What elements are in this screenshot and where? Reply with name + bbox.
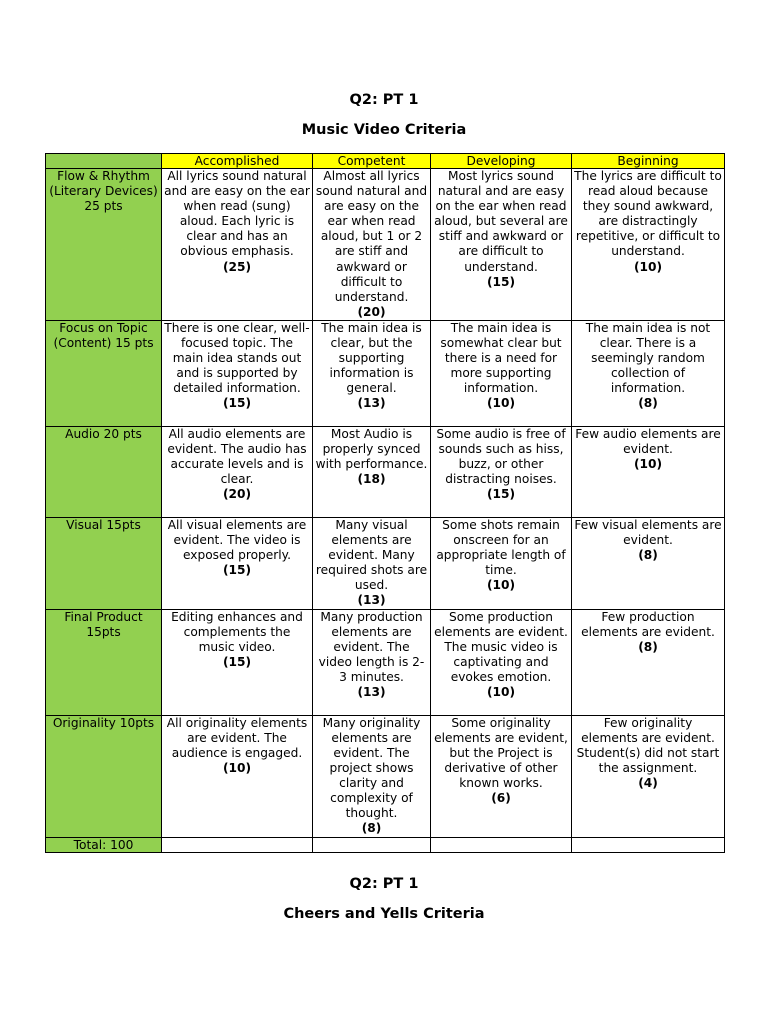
total-empty-cell	[572, 837, 725, 852]
cell-description: Most Audio is properly synced with performance.	[315, 427, 428, 472]
cell-score: (18)	[357, 472, 386, 487]
column-header: Accomplished	[162, 154, 313, 169]
total-row	[46, 837, 725, 852]
rubric-cell	[313, 321, 431, 427]
rubric-cell	[572, 518, 725, 610]
rubric-cell	[162, 609, 313, 715]
cell-description: The main idea is not clear. There is a seemingly random collection of information.	[585, 321, 711, 396]
cell-score: (13)	[357, 685, 386, 700]
cell-description: Some shots remain onscreen for an appropriate length of time.	[436, 518, 566, 578]
criterion-cell: Visual 15pts	[46, 518, 162, 610]
rubric-row	[46, 169, 725, 321]
cell-score: (10)	[486, 578, 516, 593]
cell-score: (15)	[222, 563, 252, 578]
cell-description: All audio elements are evident. The audio has accurate levels and is clear.	[167, 427, 307, 487]
rubric-table	[45, 153, 725, 853]
cell-score: (10)	[486, 685, 516, 700]
cell-description: Almost all lyrics sound natural and are easy on the ear when read aloud, but 1 or 2 are stiff and awkward or difficult to understand.	[315, 169, 428, 304]
rubric-cell	[162, 715, 313, 837]
cell-score: (20)	[357, 304, 386, 319]
section-subtitle-1: Music Video Criteria	[301, 122, 467, 138]
cell-score: (15)	[222, 654, 252, 669]
criterion-cell: Final Product 15pts	[46, 609, 162, 715]
rubric-cell	[313, 169, 431, 321]
cell-description: All visual elements are evident. The video is exposed properly.	[167, 518, 307, 563]
cell-score: (15)	[222, 396, 252, 411]
rubric-cell	[572, 609, 725, 715]
rubric-cell	[313, 518, 431, 610]
total-empty-cell	[162, 837, 313, 852]
cell-description: The lyrics are difficult to read aloud because they sound awkward, are distractingly repetitive, or difficult to understand.	[574, 169, 722, 259]
cell-score: (13)	[357, 396, 386, 411]
cell-score: (15)	[486, 274, 516, 289]
section-title-1: Q2: PT 1	[349, 92, 419, 108]
rubric-cell	[572, 715, 725, 837]
rubric-cell	[313, 715, 431, 837]
rubric-cell	[313, 609, 431, 715]
rubric-cell	[162, 321, 313, 427]
cell-score: (10)	[633, 457, 663, 472]
cell-score: (10)	[633, 259, 663, 274]
cell-description: Some production elements are evident. The music video is captivating and evokes emotion.	[434, 609, 568, 684]
cell-score: (8)	[638, 548, 658, 563]
cell-description: Some audio is free of sounds such as hiss, buzz, or other distracting noises.	[436, 427, 566, 487]
criterion-cell: Audio 20 pts	[46, 427, 162, 518]
cell-description: Many visual elements are evident. Many required shots are used.	[315, 518, 428, 593]
rubric-cell	[572, 427, 725, 518]
cell-score: (10)	[222, 760, 252, 775]
cell-description: There is one clear, well-focused topic. The main idea stands out and is supported by detailed information.	[164, 321, 310, 396]
cell-score: (4)	[638, 775, 658, 790]
cell-score: (20)	[222, 487, 252, 502]
cell-description: The main idea is somewhat clear but there is a need for more supporting information.	[440, 321, 562, 396]
cell-score: (8)	[638, 639, 658, 654]
cell-score: (8)	[361, 821, 382, 836]
rubric-cell	[431, 427, 572, 518]
cell-description: Few production elements are evident.	[581, 609, 715, 639]
cell-description: Few audio elements are evident.	[575, 427, 721, 457]
rubric-row	[46, 427, 725, 518]
section-title-2: Q2: PT 1	[349, 876, 419, 892]
rubric-cell	[162, 169, 313, 321]
cell-score: (25)	[222, 259, 252, 274]
section-subtitle-2: Cheers and Yells Criteria	[283, 906, 485, 922]
rubric-cell	[162, 518, 313, 610]
cell-description: The main idea is clear, but the supporting information is general.	[321, 321, 422, 396]
total-empty-cell	[431, 837, 572, 852]
cell-description: All lyrics sound natural and are easy on the ear when read (sung) aloud. Each lyric is clear and has an obvious emphasis.	[164, 169, 310, 259]
cell-score: (13)	[357, 593, 386, 608]
cell-description: Many originality elements are evident. The project shows clarity and complexity of thought.	[322, 715, 421, 821]
rubric-row	[46, 715, 725, 837]
cell-description: Many production elements are evident. The video length is 2-3 minutes.	[318, 609, 425, 684]
column-header: Beginning	[572, 154, 725, 169]
rubric-header-row	[46, 154, 725, 169]
rubric-cell	[431, 518, 572, 610]
rubric-cell	[431, 609, 572, 715]
total-empty-cell	[313, 837, 431, 852]
criterion-cell: Originality 10pts	[46, 715, 162, 837]
cell-score: (15)	[486, 487, 516, 502]
rubric-cell	[572, 321, 725, 427]
cell-description: All originality elements are evident. The audience is engaged.	[166, 715, 308, 760]
cell-score: (6)	[491, 791, 511, 806]
criterion-cell: Focus on Topic (Content) 15 pts	[46, 321, 162, 427]
criterion-cell: Flow & Rhythm (Literary Devices) 25 pts	[46, 169, 162, 321]
cell-description: Some originality elements are evident, but the Project is derivative of other known works.	[434, 715, 568, 790]
rubric-cell	[572, 169, 725, 321]
rubric-cell	[431, 321, 572, 427]
rubric-row	[46, 518, 725, 610]
rubric-cell	[313, 427, 431, 518]
cell-description: Few originality elements are evident. Student(s) did not start the assignment.	[576, 715, 720, 775]
rubric-row	[46, 321, 725, 427]
rubric-cell	[431, 169, 572, 321]
rubric-cell	[431, 715, 572, 837]
cell-description: Most lyrics sound natural and are easy on the ear when read aloud, but several are stiff and awkward or are difficult to understand.	[434, 169, 568, 274]
cell-description: Few visual elements are evident.	[574, 518, 722, 548]
header-corner-cell	[46, 154, 162, 169]
cell-description: Editing enhances and complements the music video.	[171, 609, 303, 654]
column-header: Developing	[431, 154, 572, 169]
rubric-cell	[162, 427, 313, 518]
cell-score: (8)	[638, 396, 658, 411]
rubric-row	[46, 609, 725, 715]
total-label: Total: 100	[46, 837, 162, 852]
column-header: Competent	[313, 154, 431, 169]
cell-score: (10)	[486, 396, 516, 411]
